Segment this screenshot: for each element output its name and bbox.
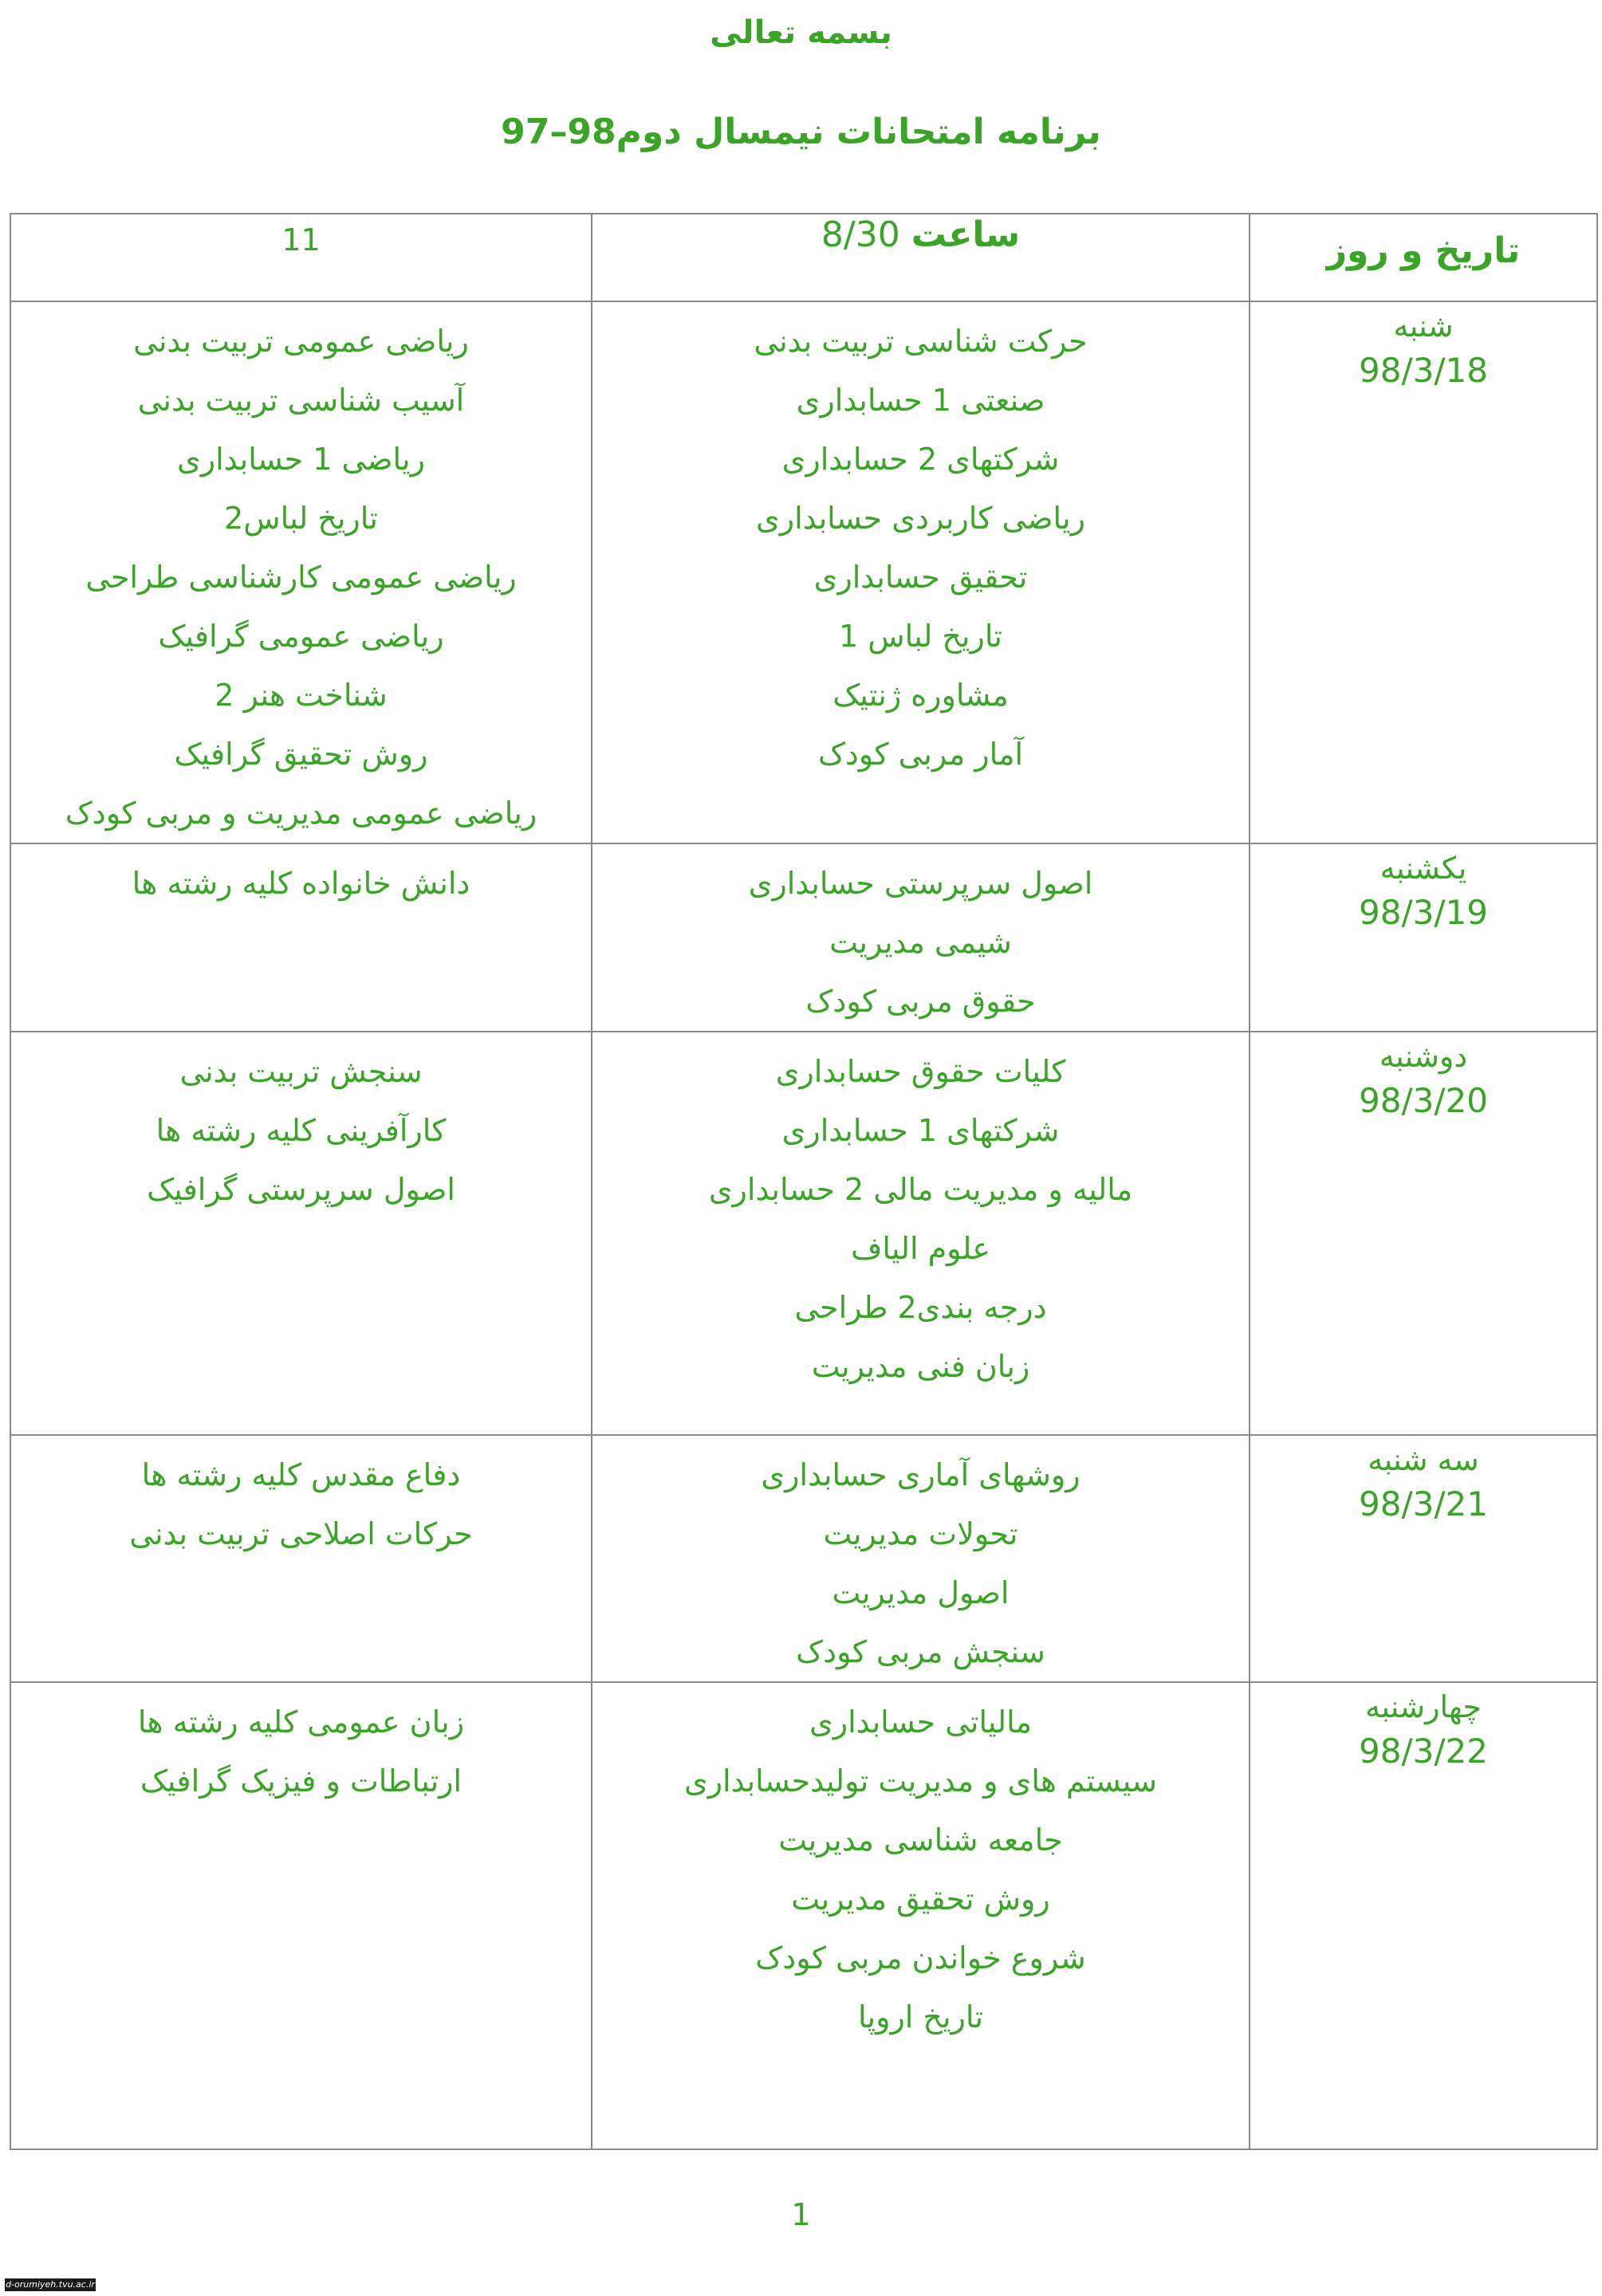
course-item: شروع خواندن مربی کودک <box>755 1940 1086 1976</box>
course-item: آسیب شناسی تربیت بدنی <box>137 383 465 418</box>
page-number: 1 <box>791 2197 811 2232</box>
course-item: ریاضی عمومی کارشناسی طراحی <box>85 560 517 595</box>
course-item: روشهای آماری حسابداری <box>761 1457 1080 1492</box>
course-item: سیستم های و مدیریت تولیدحسابداری <box>683 1763 1158 1799</box>
course-item: شیمی مدیریت <box>829 925 1012 960</box>
date-cell <box>1250 1032 1597 1435</box>
course-item: دفاع مقدس کلیه رشته ها <box>141 1457 461 1492</box>
course-item: ریاضی عمومی گرافیک <box>158 619 444 654</box>
page-title: برنامه امتحانات نیمسال دوم98–97 <box>501 112 1101 152</box>
course-item: حرکت شناسی تربیت بدنی <box>754 324 1088 359</box>
table-header-row <box>10 214 1597 301</box>
course-item: حرکات اصلاحی تربیت بدنی <box>129 1516 473 1551</box>
slot-11-cell <box>10 1435 592 1682</box>
slot-11-cell <box>10 1682 592 2149</box>
header-date-day: تاریخ و روز <box>1250 214 1597 301</box>
course-item: آمار مربی کودک <box>817 737 1024 772</box>
date-cell <box>1250 1682 1597 2149</box>
exam-date: 98/3/18 <box>1359 351 1488 390</box>
course-item: زبان عمومی کلیه رشته ها <box>137 1704 465 1740</box>
slot-11-cell <box>10 843 592 1032</box>
table-row <box>10 301 1597 843</box>
course-item: ریاضی کاربردی حسابداری <box>756 501 1085 536</box>
course-item: تاریخ اروپا <box>857 1999 984 2035</box>
day-name: چهارشنبه <box>1364 1689 1482 1724</box>
course-item: ریاضی 1 حسابداری <box>177 442 425 477</box>
course-item: شرکتهای 2 حسابداری <box>781 442 1060 477</box>
exam-schedule-table <box>10 213 1598 2150</box>
course-item: دانش خانواده کلیه رشته ها <box>132 866 470 901</box>
course-item: اصول مدیریت <box>832 1575 1010 1610</box>
header-830-time: 8/30 <box>821 214 900 255</box>
course-item: کلیات حقوق حسابداری <box>775 1054 1066 1089</box>
date-cell <box>1250 1435 1597 1682</box>
course-item: تاریخ لباس 1 <box>839 619 1002 654</box>
course-item: تاریخ لباس2 <box>224 501 378 536</box>
table-row <box>10 843 1597 1032</box>
course-item: علوم الیاف <box>850 1231 991 1266</box>
course-item: ریاضی عمومی مدیریت و مربی کودک <box>65 796 537 831</box>
course-item: ریاضی عمومی تربیت بدنی <box>133 324 469 359</box>
day-name: یکشنبه <box>1380 851 1467 886</box>
day-name: سه شنبه <box>1368 1442 1479 1477</box>
course-item: اصول سرپرستی گرافیک <box>147 1172 455 1207</box>
course-item: مشاوره ژنتیک <box>832 678 1009 713</box>
day-name: شنبه <box>1393 309 1454 344</box>
basmala-heading: بسمه تعالی <box>710 14 892 51</box>
slot-830-cell <box>592 843 1250 1032</box>
course-item: شرکتهای 1 حسابداری <box>781 1113 1060 1148</box>
course-item: حقوق مربی کودک <box>805 984 1036 1019</box>
course-item: سنجش تربیت بدنی <box>179 1054 423 1089</box>
course-item: درجه بندی2 طراحی <box>794 1290 1047 1325</box>
course-item: تحولات مدیریت <box>823 1516 1018 1551</box>
exam-date: 98/3/22 <box>1359 1732 1488 1771</box>
slot-830-cell <box>592 301 1250 843</box>
course-item: سنجش مربی کودک <box>796 1634 1045 1669</box>
course-item: تحقیق حسابداری <box>813 560 1028 595</box>
course-item: ارتباطات و فیزیک گرافیک <box>140 1763 462 1799</box>
slot-11-cell <box>10 301 592 843</box>
table-row <box>10 1032 1597 1435</box>
course-item: اصول سرپرستی حسابداری <box>748 866 1093 901</box>
course-item: روش تحقیق گرافیک <box>174 737 428 772</box>
date-cell <box>1250 301 1597 843</box>
course-item: مالیه و مدیریت مالی 2 حسابداری <box>708 1172 1133 1207</box>
exam-date: 98/3/19 <box>1359 893 1488 932</box>
course-item: شناخت هنر 2 <box>215 678 388 713</box>
course-item: مالیاتی حسابداری <box>809 1704 1033 1740</box>
date-cell <box>1250 843 1597 1032</box>
slot-830-cell <box>592 1435 1250 1682</box>
table-row <box>10 1435 1597 1682</box>
course-item: کارآفرینی کلیه رشته ها <box>155 1113 447 1148</box>
day-name: دوشنبه <box>1379 1039 1468 1074</box>
slot-830-cell <box>592 1032 1250 1435</box>
exam-date: 98/3/21 <box>1359 1484 1488 1523</box>
course-item: صنعتی 1 حسابداری <box>796 383 1045 418</box>
slot-830-cell <box>592 1682 1250 2149</box>
table-row <box>10 1682 1597 2149</box>
site-watermark: d-orumiyeh.tvu.ac.ir <box>6 2279 95 2290</box>
slot-11-cell <box>10 1032 592 1435</box>
exam-date: 98/3/20 <box>1359 1081 1488 1120</box>
course-item: جامعه شناسی مدیریت <box>778 1822 1063 1858</box>
header-830 <box>592 214 1250 301</box>
header-830-label: ساعت <box>911 214 1021 255</box>
course-item: روش تحقیق مدیریت <box>791 1881 1050 1917</box>
header-11: 11 <box>10 214 592 301</box>
course-item: زبان فنی مدیریت <box>811 1349 1030 1384</box>
